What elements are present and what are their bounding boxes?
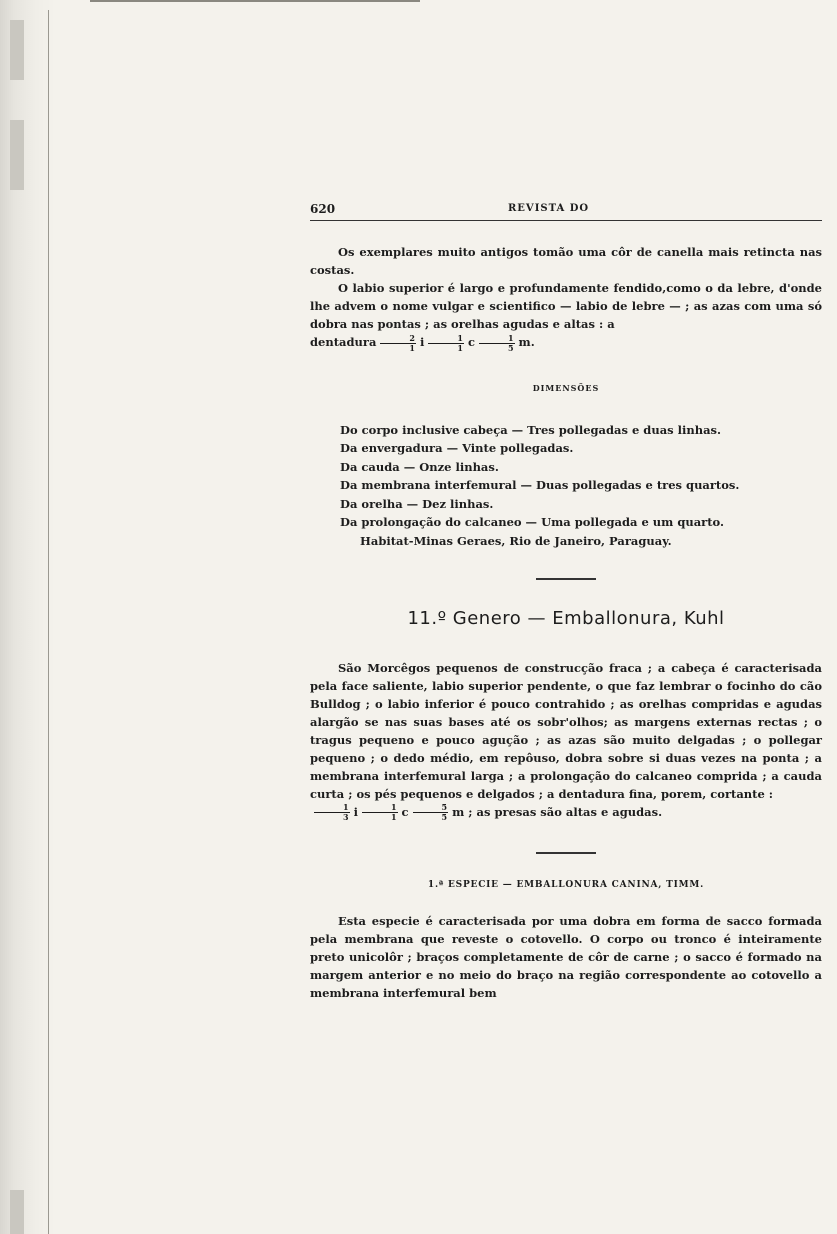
genus-end: m ; as presas são altas e agudas. — [452, 804, 663, 819]
genus-sep-1: i — [353, 804, 358, 819]
dimension-row: Da cauda — Onze linhas. — [340, 459, 499, 474]
genus-description — [310, 659, 822, 823]
intro-paragraph-2 — [310, 279, 822, 353]
intro-paragraph-2-text: O labio superior é largo e profundamente fendido,como o da lebre, d'onde lhe advem o nome vulgar e scientifico — labio de lebre — ; as azas com uma só dobra nas pontas ; as orelhas agudas e altas : a — [310, 281, 822, 331]
spine-gutter-line — [48, 10, 49, 1234]
dentition-sep-1: i — [419, 335, 425, 349]
dimensions-heading: DIMENSÕES — [532, 382, 600, 393]
dimension-row: Da orelha — Dez linhas. — [340, 496, 494, 511]
section-divider-2 — [536, 852, 596, 854]
habitat-line: Habitat-Minas Geraes, Rio de Janeiro, Paraguay. — [360, 533, 672, 548]
top-scan-edge — [90, 0, 420, 2]
genus-fraction-2: $\frac{1}{1}$ — [362, 803, 398, 822]
spine-shadow-top — [10, 20, 24, 80]
page-number: 620 — [310, 202, 336, 216]
dentition-end: m. — [518, 335, 535, 349]
genus-sep-2: c — [401, 804, 409, 819]
dentition-fraction-3: $\frac{1}{5}$ — [479, 334, 515, 353]
dentition-label: dentadura — [310, 335, 377, 349]
dimension-row: Da envergadura — Vinte pollegadas. — [340, 441, 574, 455]
spine-shadow-mid — [10, 120, 24, 190]
book-spine-margin — [0, 0, 56, 1234]
page-header — [310, 200, 822, 221]
spine-shadow-bottom — [10, 1190, 24, 1234]
dentition-fraction-2: $\frac{1}{1}$ — [428, 334, 464, 353]
dentition-fraction-1: $\frac{2}{1}$ — [380, 334, 416, 353]
intro-paragraph-1: Os exemplares muito antigos tomão uma côr de canella mais retincta nas costas. — [310, 245, 822, 277]
genus-fraction-1: $\frac{1}{3}$ — [314, 803, 350, 822]
genus-heading: 11.º Genero — Emballonura, Kuhl — [407, 607, 725, 629]
species-paragraph: Esta especie é caracterisada por uma dobra em forma de sacco formada pela membrana que reveste o cotovello. O corpo ou tronco é inteiramente preto unicolôr ; braços completamente de côr de carne ; o sacco é formado na margem anterior e no meio do braço na região correspondente ao cotovello a membrana interfemural bem — [310, 913, 822, 1000]
species-heading: 1.ª ESPECIE — EMBALLONURA CANINA, TIMM. — [427, 879, 705, 890]
dimension-row: Do corpo inclusive cabeça — Tres pollegadas e duas linhas. — [340, 422, 722, 437]
dentition-sep-2: c — [467, 335, 475, 349]
document-page — [310, 200, 822, 1002]
dimension-row: Da prolongação do calcaneo — Uma pollegada e um quarto. — [340, 515, 725, 529]
running-title: REVISTA DO — [508, 203, 590, 214]
section-divider-1 — [536, 578, 596, 580]
dimension-row: Da membrana interfemural — Duas pollegadas e tres quartos. — [340, 478, 740, 492]
dimensions-list — [310, 421, 822, 551]
genus-description-text: São Morcêgos pequenos de construcção fraca ; a cabeça é caracterisada pela face saliente, labio superior pendente, o que faz lembrar o focinho do cão Bulldog ; o labio inferior é pouco contrahido ; as orelhas compridas e agudas alargão se nas suas bases até os sobr'olhos; as margens externas rectas ; o tragus pequeno e pouco agução ; as azas são muito delgadas ; o pollegar pequeno ; o dedo médio, em repôuso, dobra sobre si duas vezes na ponta ; a membrana interfemural larga ; a prolongação do calcaneo comprida ; a cauda curta ; os pés pequenos e delgados ; a dentadura fina, porem, cortante : — [310, 660, 822, 801]
genus-fraction-3: $\frac{5}{5}$ — [413, 803, 449, 822]
